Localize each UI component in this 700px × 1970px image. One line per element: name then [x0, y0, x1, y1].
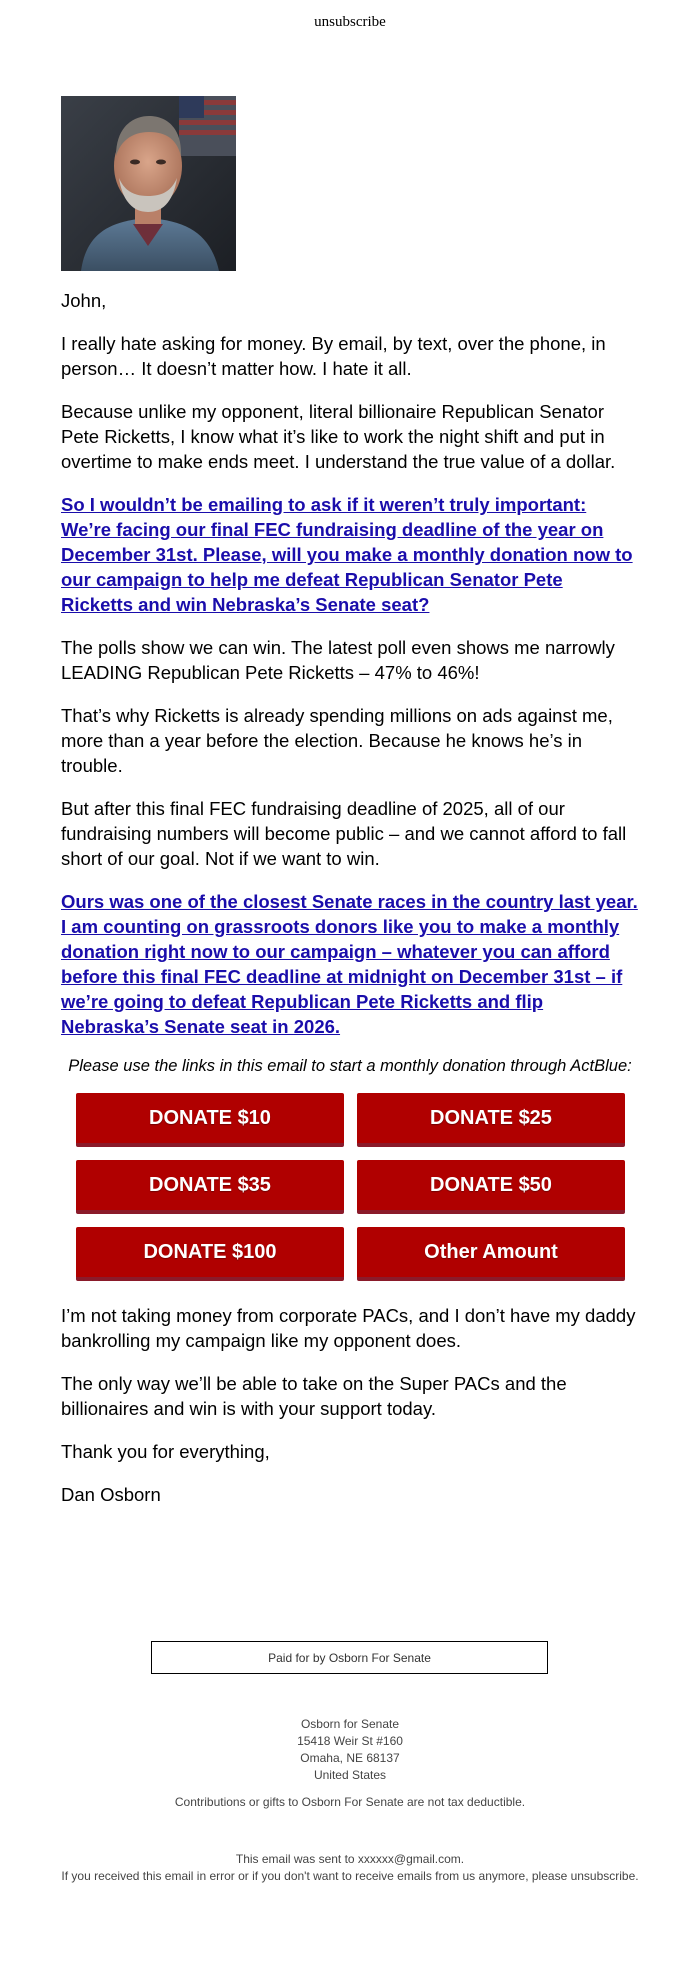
address-country: United States — [313, 1768, 387, 1782]
paragraph-3: The polls show we can win. The latest poll even shows me narrowly LEADING Republican Pete Ricketts – 47% to 46%! — [61, 637, 615, 683]
address-org: Osborn for Senate — [300, 1717, 400, 1731]
email-footer — [0, 1851, 700, 1885]
actblue-note: Please use the links in this email to start a monthly donation through ActBlue: — [68, 1057, 632, 1075]
donate-appeal-link-1[interactable]: So I wouldn’t be emailing to ask if it weren’t truly important: We’re facing our final FEC fundraising deadline of the year on December 31st. Please, will you make a monthly donation now to our campaign to help me defeat Republican Senator Pete Ricketts and win Nebraska’s Senate seat? — [61, 494, 633, 615]
paragraph-8: Thank you for everything, — [61, 1441, 270, 1462]
mailing-address — [0, 1716, 700, 1784]
signature: Dan Osborn — [61, 1484, 161, 1505]
donate-50-button[interactable]: DONATE $50 — [357, 1160, 625, 1214]
unsubscribe-link[interactable]: unsubscribe — [314, 14, 386, 30]
greeting: John, — [61, 290, 107, 311]
paragraph-4: That’s why Ricketts is already spending millions on ads against me, more than a year before the election. Because he knows he’s in trouble. — [61, 705, 613, 776]
donate-100-button[interactable]: DONATE $100 — [76, 1227, 344, 1281]
portrait-image — [61, 96, 236, 271]
candidate-photo — [61, 96, 236, 271]
address-city: Omaha, NE 68137 — [300, 1751, 400, 1765]
donate-10-button[interactable]: DONATE $10 — [76, 1093, 344, 1147]
unsubscribe-notice[interactable]: If you received this email in error or if you don't want to receive emails from us anymore, please unsubscribe. — [61, 1869, 639, 1883]
paragraph-1: I really hate asking for money. By email, by text, over the phone, in person… It doesn’t matter how. I hate it all. — [61, 333, 606, 379]
paragraph-2: Because unlike my opponent, literal billionaire Republican Senator Pete Ricketts, I know what it’s like to work the night shift and put in overtime to make ends meet. I understand the true value of a dollar. — [61, 401, 616, 472]
paragraph-6: I’m not taking money from corporate PACs, and I don’t have my daddy bankrolling my campaign like my opponent does. — [61, 1305, 636, 1351]
paragraph-7: The only way we’ll be able to take on the Super PACs and the billionaires and win is with your support today. — [61, 1373, 567, 1419]
tax-notice: Contributions or gifts to Osborn For Senate are not tax deductible. — [174, 1795, 526, 1809]
donate-button-grid — [76, 1093, 639, 1281]
donate-appeal-link-2[interactable]: Ours was one of the closest Senate races in the country last year. I am counting on grassroots donors like you to make a monthly donation right now to our campaign – whatever you can afford before this final FEC deadline at midnight on December 31st – if we’re going to defeat Republican Pete Ricketts and flip Nebraska’s Senate seat in 2026. — [61, 891, 638, 1037]
address-street: 15418 Weir St #160 — [297, 1734, 403, 1748]
donate-other-amount-button[interactable]: Other Amount — [357, 1227, 625, 1281]
donate-35-button[interactable]: DONATE $35 — [76, 1160, 344, 1214]
paid-for-disclaimer: Paid for by Osborn For Senate — [151, 1641, 548, 1674]
donate-25-button[interactable]: DONATE $25 — [357, 1093, 625, 1147]
email-body — [61, 288, 639, 1525]
sent-to-line: This email was sent to xxxxxx@gmail.com. — [235, 1852, 465, 1866]
paragraph-5: But after this final FEC fundraising deadline of 2025, all of our fundraising numbers will become public – and we cannot afford to fall short of our goal. Not if we want to win. — [61, 798, 627, 869]
